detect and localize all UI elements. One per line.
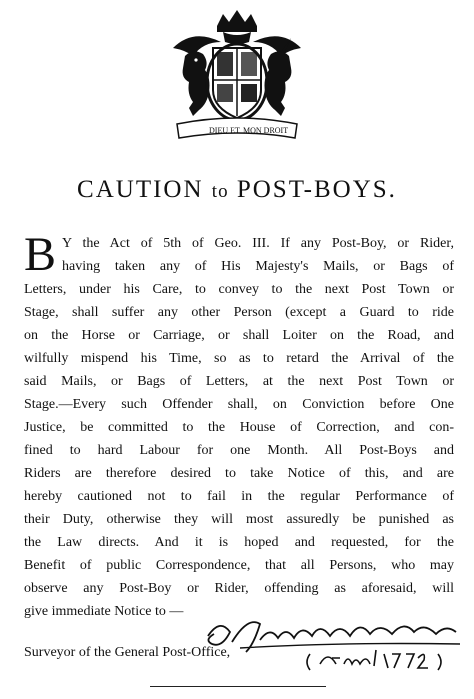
motto-right: MON DROIT — [243, 126, 289, 135]
body-line: Y the Act of 5th of Geo. III. If any Post-Boy, or Rider, — [62, 236, 454, 251]
notice-body — [24, 228, 454, 623]
body-line: fined to hard Labour for one Month. All Post-Boys and — [24, 443, 454, 458]
motto-left: DIEU ET — [209, 126, 240, 135]
body-line: on the Horse or Carriage, or shall Loiter on the Road, and — [24, 328, 454, 343]
title-post-boys: POST-BOYS. — [236, 176, 397, 203]
body-line: the Law directs. And it is hoped and requested, for the — [24, 535, 454, 550]
body-line: give immediate Notice to — — [24, 604, 184, 619]
body-line: having taken any of His Majesty's Mails, or Bags of — [62, 259, 454, 274]
body-line: observe any Post-Boy or Rider, offending as aforesaid, will — [24, 581, 454, 596]
body-line: Stage.—Every such Offender shall, on Conviction before One — [24, 397, 454, 412]
shield-icon — [213, 48, 261, 118]
royal-coat-of-arms — [163, 8, 311, 146]
title-to: to — [211, 181, 229, 202]
body-line: their Duty, otherwise they will most assuredly be punished as — [24, 512, 454, 527]
surveyor-line: Surveyor of the General Post-Office, — [24, 645, 231, 660]
crown-icon — [217, 10, 257, 32]
page-title — [0, 176, 474, 204]
lion-supporter-icon — [183, 51, 210, 116]
body-line: said Mails, or Bags of Letters, at the next Post Town or — [24, 374, 454, 389]
body-line: Benefit of public Correspondence, that all Persons, who may — [24, 558, 454, 573]
body-line: Stage, shall suffer any other Person (except a Guard to ride — [24, 305, 454, 320]
title-caution: CAUTION — [77, 176, 204, 203]
bottom-rule — [150, 686, 326, 687]
body-line: hereby cautioned not to fail in the regular Performance of — [24, 489, 454, 504]
body-line: wilfully mispend his Time, so as to retard the Arrival of the — [24, 351, 454, 366]
body-line: Letters, under his Care, to convey to the next Post Town or — [24, 282, 454, 297]
handwritten-signature — [200, 614, 472, 674]
body-line: Justice, be committed to the House of Correction, and con- — [24, 420, 454, 435]
drop-cap: B — [24, 228, 57, 281]
body-line: Riders are therefore desired to take Notice of this, and are — [24, 466, 454, 481]
